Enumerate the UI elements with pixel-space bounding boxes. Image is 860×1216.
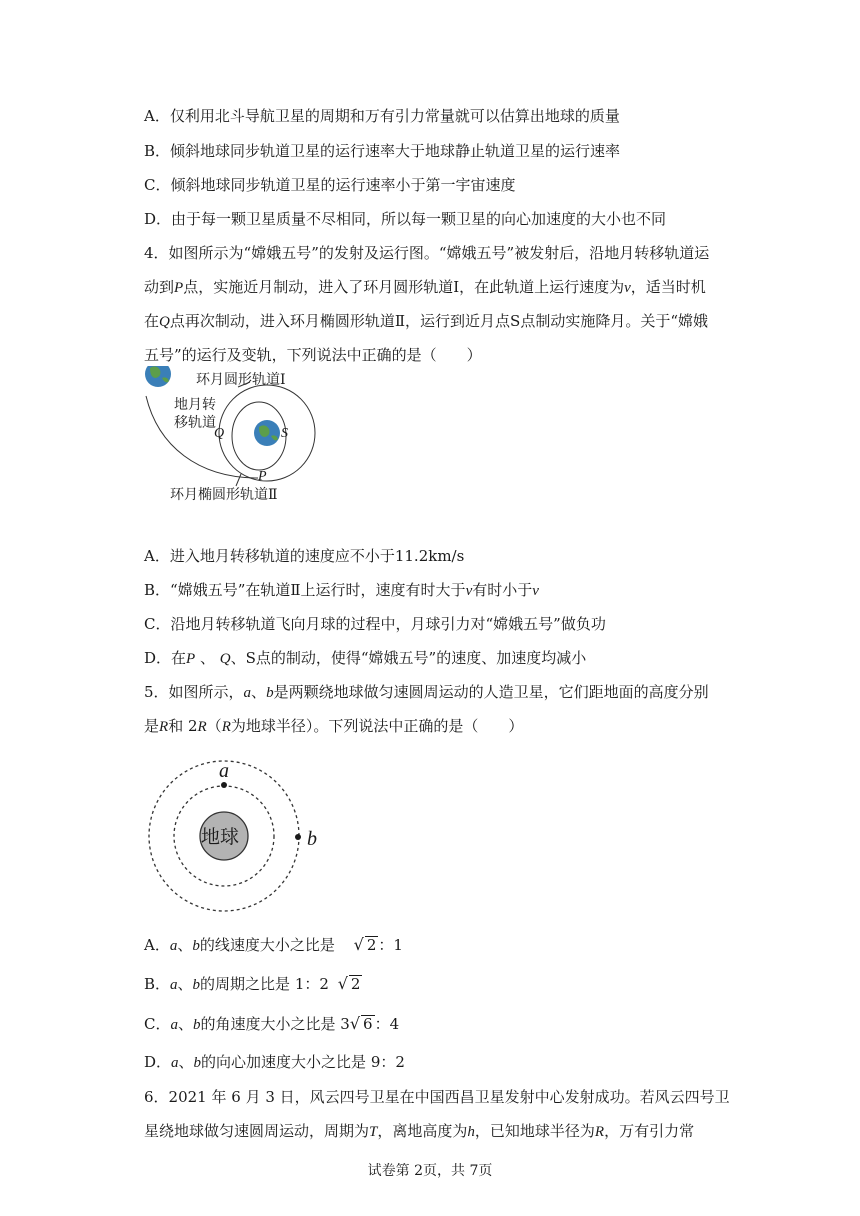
q4-var-q: Q <box>219 651 231 667</box>
q4-option-d: D．在P 、 Q、S点的制动，使得“嫦娥五号”的速度、加速度均减小 <box>144 649 587 667</box>
label-point-s: S <box>281 426 288 441</box>
q5-text: 的角速度大小之比是 3 <box>200 1015 350 1033</box>
q4-text: B．“嫦娥五号”在轨道Ⅱ上运行时，速度有时大于 <box>144 581 466 599</box>
q6-stem-line-1: 6．2021 年 6 月 3 日，风云四号卫星在中国西昌卫星发射中心发射成功。若风云四号卫 <box>144 1088 730 1106</box>
q4-text: D．在 <box>144 649 187 667</box>
q6-var-h: h <box>467 1124 475 1140</box>
q4-var-v: v <box>532 583 539 599</box>
q5-text: 、 <box>177 936 193 954</box>
q5-var-b: b <box>193 1055 202 1071</box>
q5-var-a: a <box>170 1017 178 1033</box>
q4-text: 动到 <box>144 278 175 296</box>
q5-text: 是 <box>144 717 160 735</box>
sqrt-radicand: 2 <box>350 975 361 993</box>
q5-text: D． <box>144 1053 172 1071</box>
sqrt-radicand: 6 <box>363 1015 373 1033</box>
q4-var-q: Q <box>159 314 170 330</box>
q5-text: 、 <box>177 1015 193 1033</box>
q4-text: 、S点的制动，使得“嫦娥五号”的速度、加速度均减小 <box>230 649 587 667</box>
q5-var-b: b <box>192 938 200 954</box>
page-footer: 试卷第 2页，共 7页 <box>367 1163 493 1179</box>
q5-text: （ <box>206 717 222 735</box>
q6-text: ，万有引力常 <box>604 1122 695 1140</box>
q4-option-b <box>144 580 539 601</box>
earth-icon <box>145 366 171 387</box>
q5-text: 、 <box>177 975 193 993</box>
q5-var-b: b <box>192 977 201 993</box>
q5-var-a: a <box>171 1055 179 1071</box>
q5-text: 的线速度大小之比是 <box>199 936 335 954</box>
q4-text: 在 <box>144 312 160 330</box>
q5-var-r: R <box>197 719 207 735</box>
q5-text: 的周期之比是 1：2 <box>200 975 329 993</box>
satellite-b-dot <box>295 834 301 840</box>
q4-var-v: v <box>624 280 631 296</box>
label-point-p: P <box>258 469 267 484</box>
q5-text: 和 2 <box>168 717 198 735</box>
q3-option-c: C．倾斜地球同步轨道卫星的运行速率小于第一宇宙速度 <box>144 176 516 194</box>
q5-text: C． <box>144 1015 171 1033</box>
q4-stem-line-1: 4．如图所示为“嫦娥五号”的发射及运行图。“嫦娥五号”被发射后，沿地月转移轨道运 <box>144 244 710 262</box>
q3-option-b: B．倾斜地球同步轨道卫星的运行速率大于地球静止轨道卫星的运行速率 <box>144 142 621 160</box>
q4-stem-line-4: 五号”的运行及变轨，下列说法中正确的是（ ） <box>144 346 482 364</box>
q5-stem-line-1 <box>144 682 709 703</box>
q5-stem-line-2 <box>144 716 523 737</box>
q4-var-p: P <box>174 280 184 296</box>
earth-label: 地球 <box>201 826 240 848</box>
q5-text: 、 <box>251 683 267 701</box>
q6-text: ，离地高度为 <box>377 1122 468 1140</box>
q6-var-r: R <box>594 1124 605 1140</box>
q5-text: ：4 <box>374 1015 400 1033</box>
q6-text: ，已知地球半径为 <box>474 1122 595 1140</box>
label-satellite-a: a <box>219 760 229 782</box>
q5-option-b: B．a、b的周期之比是 1：2 √ 2 <box>144 974 361 993</box>
q4-text: 点，实施近月制动，进入了环月圆形轨道Ⅰ，在此轨道上运行速度为 <box>183 278 625 296</box>
q4-option-a: A．进入地月转移轨道的速度应不小于11.2km/s <box>144 547 465 565</box>
q5-text: 的向心加速度大小之比是 9：2 <box>201 1053 405 1071</box>
moon-icon <box>254 420 280 446</box>
label-transfer-orbit-2: 移轨道 <box>174 415 216 431</box>
q4-text: 有时小于 <box>472 581 533 599</box>
q5-text: 5．如图所示， <box>144 683 244 701</box>
q4-stem-line-2 <box>144 277 706 298</box>
q4-var-p: P <box>186 651 196 667</box>
q5-option-c: C．a、b的角速度大小之比是 3√ 6 ：4 <box>144 1014 400 1033</box>
q5-var-a: a <box>170 977 178 993</box>
label-circular-orbit: 环月圆形轨道Ⅰ <box>196 372 286 388</box>
q5-option-d <box>144 1052 405 1073</box>
q4-text: 点再次制动，进入环月椭圆形轨道Ⅱ，运行到近月点S点制动实施降月。关于“嫦娥 <box>169 312 709 330</box>
q5-text: A． <box>144 936 170 954</box>
q3-option-d: D．由于每一颗卫星质量不尽相同，所以每一颗卫星的向心加速度的大小也不同 <box>144 210 667 228</box>
label-elliptical-orbit: 环月椭圆形轨道Ⅱ <box>170 487 278 503</box>
label-satellite-b: b <box>307 828 317 850</box>
q5-var-a: a <box>169 938 178 954</box>
q6-stem-line-2 <box>144 1121 694 1142</box>
q6-var-t: T <box>369 1124 378 1140</box>
q5-text: 、 <box>178 1053 194 1071</box>
q4-option-c: C．沿地月转移轨道飞向月球的过程中，月球引力对“嫦娥五号”做负功 <box>144 615 606 633</box>
q5-text: ：1 <box>378 936 403 954</box>
q5-var-b: b <box>266 685 274 701</box>
q4-text: ，适当时机 <box>630 278 706 296</box>
q5-text: 是两颗绕地球做匀速圆周运动的人造卫星，它们距地面的高度分别 <box>273 683 709 701</box>
q4-var-v: v <box>465 583 473 599</box>
label-transfer-orbit-1: 地月转 <box>174 397 216 413</box>
q5-var-r: R <box>221 719 231 735</box>
q6-text: 星绕地球做匀速圆周运动，周期为 <box>144 1122 370 1140</box>
label-point-q: Q <box>214 426 225 441</box>
q5-text: 为地球半径）。下列说法中正确的是（ ） <box>230 717 524 735</box>
q5-var-a: a <box>243 685 252 701</box>
q5-var-b: b <box>193 1017 201 1033</box>
q5-var-r: R <box>159 719 169 735</box>
q3-option-a: A．仅利用北斗导航卫星的周期和万有引力常量就可以估算出地球的质量 <box>144 107 620 125</box>
q5-option-a: A．a、b的线速度大小之比是 √ 2 ：1 <box>144 935 403 954</box>
sqrt-radicand: 2 <box>366 936 377 954</box>
q5-text: B． <box>144 975 171 993</box>
q4-stem-line-3 <box>144 311 708 332</box>
